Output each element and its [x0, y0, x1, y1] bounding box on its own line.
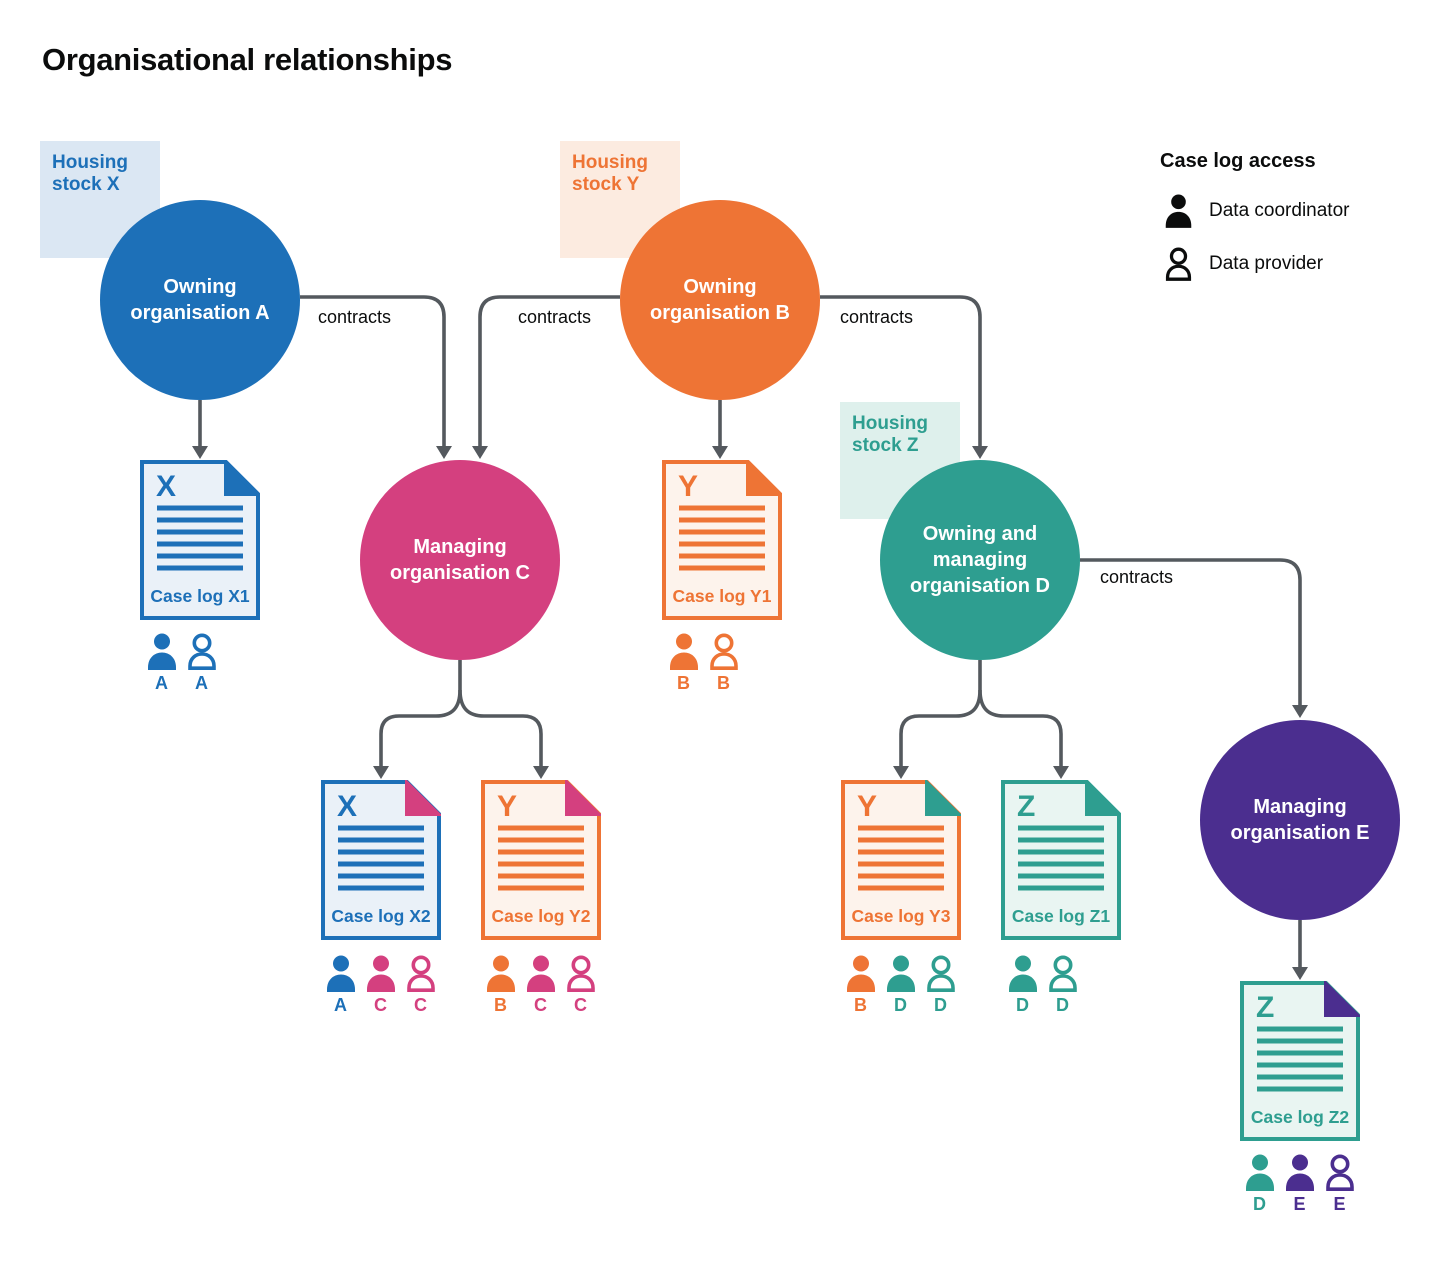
case-log-y1-document	[662, 460, 782, 620]
housing-stock-y-label: Housing stock Y	[560, 141, 680, 258]
svg-text:Y: Y	[678, 470, 699, 503]
svg-text:Case log X1: Case log X1	[150, 586, 250, 606]
data-provider-icon: C	[403, 954, 438, 1016]
svg-text:X: X	[337, 790, 358, 823]
data-provider-icon: A	[184, 632, 219, 694]
case-log-z1-access-row	[1005, 954, 1080, 1016]
org-circle-e: Managing organisation E	[1200, 720, 1400, 920]
svg-text:Case log X2: Case log X2	[331, 906, 431, 926]
case-log-x1-access-row	[144, 632, 219, 694]
svg-text:Case log Y2: Case log Y2	[491, 906, 591, 926]
svg-text:Case log Z2: Case log Z2	[1250, 1107, 1350, 1127]
folded-corner-icon	[927, 783, 958, 814]
legend-item-label: Data provider	[1209, 252, 1324, 274]
case-log-x2-document	[321, 780, 441, 940]
data-coordinator-icon: E	[1282, 1153, 1317, 1215]
org-circle-a: Owning organisation A	[100, 200, 300, 400]
svg-text:X: X	[156, 470, 177, 503]
folded-corner-icon	[1326, 984, 1357, 1015]
data-coordinator-icon: A	[144, 632, 179, 694]
org-circle-b: Owning organisation B	[620, 200, 820, 400]
data-provider-icon: C	[563, 954, 598, 1016]
folded-corner-icon	[567, 783, 598, 814]
contracts-label: contracts	[518, 307, 592, 327]
data-coordinator-icon: D	[1242, 1153, 1277, 1215]
case-log-y1-access-row	[666, 632, 741, 694]
org-circle-d: Owning and managing organisation D	[880, 460, 1080, 660]
svg-text:Case log Y3: Case log Y3	[851, 906, 951, 926]
case-log-y2-access-row	[483, 954, 598, 1016]
page-title: Organisational relationships	[42, 42, 453, 77]
legend-heading: Case log access	[1160, 150, 1316, 172]
data-provider-icon: D	[923, 954, 958, 1016]
housing-stock-z-label: Housing stock Z	[840, 402, 960, 519]
housing-stock-x-label: Housing stock X	[40, 141, 160, 258]
svg-text:Y: Y	[497, 790, 518, 823]
case-log-x1-document	[140, 460, 260, 620]
case-log-z2-access-row	[1242, 1153, 1357, 1215]
svg-text:Z: Z	[1256, 991, 1275, 1024]
data-coordinator-icon: B	[666, 632, 701, 694]
data-coordinator-icon: C	[363, 954, 398, 1016]
data-provider-icon: B	[706, 632, 741, 694]
data-coordinator-icon: A	[323, 954, 358, 1016]
svg-text:Case log Y1: Case log Y1	[672, 586, 772, 606]
data-provider-icon: D	[1045, 954, 1080, 1016]
folded-corner-icon	[407, 783, 438, 814]
data-coordinator-icon: B	[843, 954, 878, 1016]
legend-item-label: Data coordinator	[1209, 199, 1350, 221]
svg-text:Y: Y	[857, 790, 878, 823]
data-coordinator-icon: B	[483, 954, 518, 1016]
data-provider-icon: E	[1322, 1153, 1357, 1215]
case-log-z1-document	[1001, 780, 1121, 940]
svg-text:Case log Z1: Case log Z1	[1011, 906, 1111, 926]
contracts-label: contracts	[1100, 567, 1174, 587]
case-log-z2-document	[1240, 981, 1360, 1141]
contracts-label: contracts	[840, 307, 914, 327]
folded-corner-icon	[748, 463, 779, 494]
case-log-y2-document	[481, 780, 601, 940]
data-coordinator-icon: C	[523, 954, 558, 1016]
folded-corner-icon	[226, 463, 257, 494]
data-coordinator-icon: D	[883, 954, 918, 1016]
case-log-y3-document	[841, 780, 961, 940]
case-log-y3-access-row	[843, 954, 958, 1016]
case-log-x2-access-row	[323, 954, 438, 1016]
folded-corner-icon	[1087, 783, 1118, 814]
data-coordinator-icon: D	[1005, 954, 1040, 1016]
contracts-label: contracts	[318, 307, 392, 327]
org-circle-c: Managing organisation C	[360, 460, 560, 660]
svg-text:Z: Z	[1017, 790, 1036, 823]
